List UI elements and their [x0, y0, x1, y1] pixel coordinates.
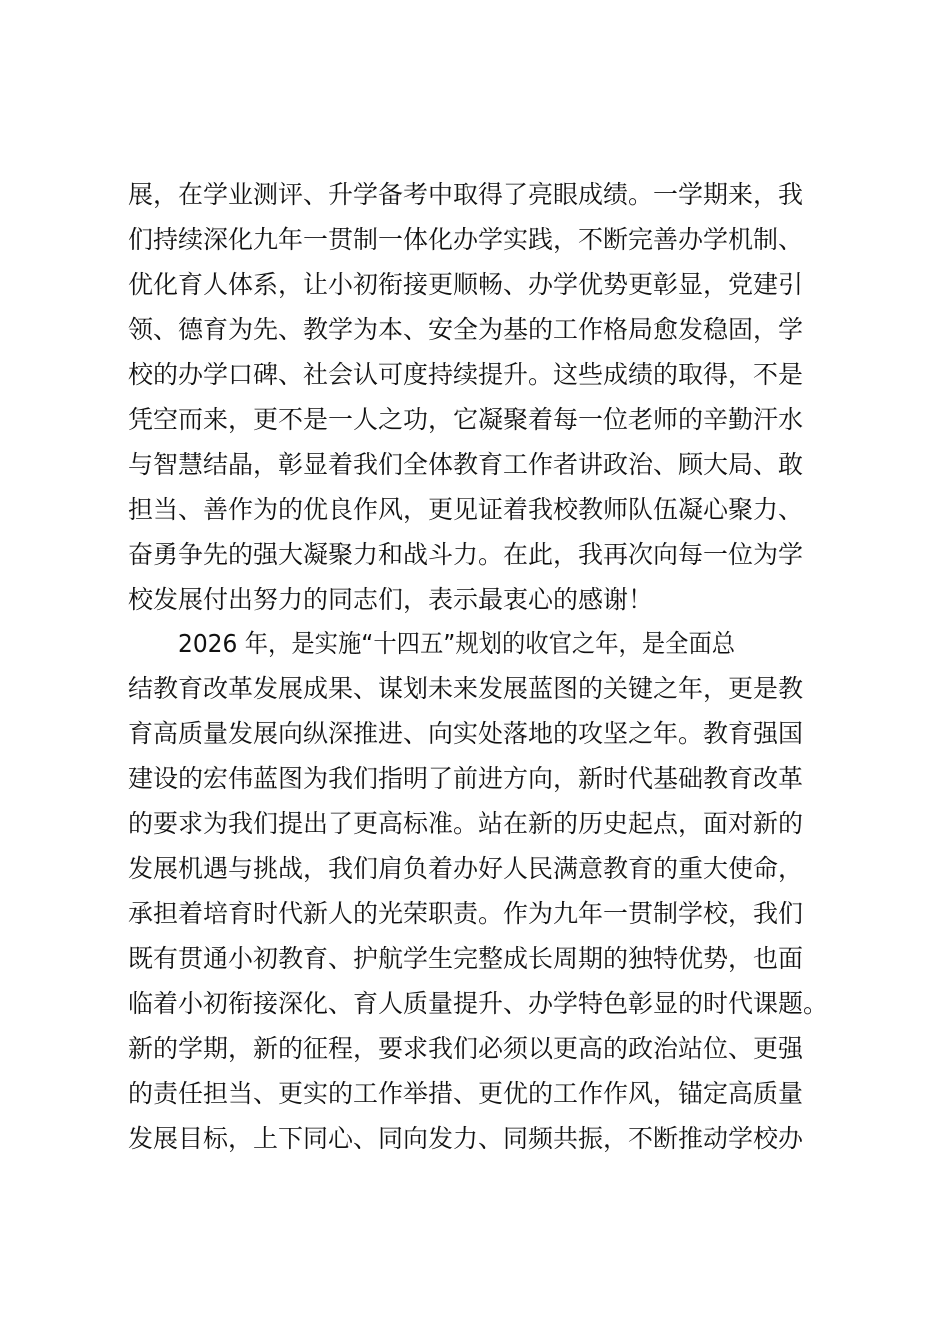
text-line: 们持续深化九年一贯制一体化办学实践，不断完善办学机制、 [128, 225, 804, 254]
text-line: 优化育人体系，让小初衔接更顺畅、办学优势更彰显，党建引 [128, 270, 804, 299]
text-line: 承担着培育时代新人的光荣职责。作为九年一贯制学校，我们 [128, 899, 804, 928]
text-line: 临着小初衔接深化、育人质量提升、办学特色彰显的时代课题。 [128, 989, 829, 1018]
text-line: 发展机遇与挑战，我们肩负着办好人民满意教育的重大使命， [128, 854, 804, 883]
text-line: 领、德育为先、教学为本、安全为基的工作格局愈发稳固，学 [128, 315, 804, 344]
text-line: 奋勇争先的强大凝聚力和战斗力。在此，我再次向每一位为学 [128, 540, 804, 569]
text-line: 的要求为我们提出了更高标准。站在新的历史起点，面对新的 [128, 809, 804, 838]
text-line: 育高质量发展向纵深推进、向实处落地的攻坚之年。教育强国 [128, 719, 804, 748]
text-line: 校的办学口碑、社会认可度持续提升。这些成绩的取得，不是 [128, 360, 804, 389]
text-line: 与智慧结晶，彰显着我们全体教育工作者讲政治、顾大局、敢 [128, 450, 804, 479]
text-line: 校发展付出努力的同志们，表示最衷心的感谢！ [128, 585, 654, 614]
text-line: 凭空而来，更不是一人之功，它凝聚着每一位老师的辛勤汗水 [128, 405, 804, 434]
text-line: 建设的宏伟蓝图为我们指明了前进方向，新时代基础教育改革 [128, 764, 804, 793]
text-line: 结教育改革发展成果、谋划未来发展蓝图的关键之年，更是教 [128, 674, 804, 703]
text-line: 新的学期，新的征程，要求我们必须以更高的政治站位、更强 [128, 1034, 804, 1063]
text-line: 展，在学业测评、升学备考中取得了亮眼成绩。一学期来，我 [128, 180, 804, 209]
text-line: 担当、善作为的优良作风，更见证着我校教师队伍凝心聚力、 [128, 495, 804, 524]
text-line: 发展目标，上下同心、同向发力、同频共振，不断推动学校办 [128, 1124, 804, 1153]
paragraph-start-line: 2026 年，是实施“十四五”规划的收官之年，是全面总 [178, 629, 736, 658]
text-line: 既有贯通小初教育、护航学生完整成长周期的独特优势，也面 [128, 944, 804, 973]
text-line: 的责任担当、更实的工作举措、更优的工作作风，锚定高质量 [128, 1079, 804, 1108]
